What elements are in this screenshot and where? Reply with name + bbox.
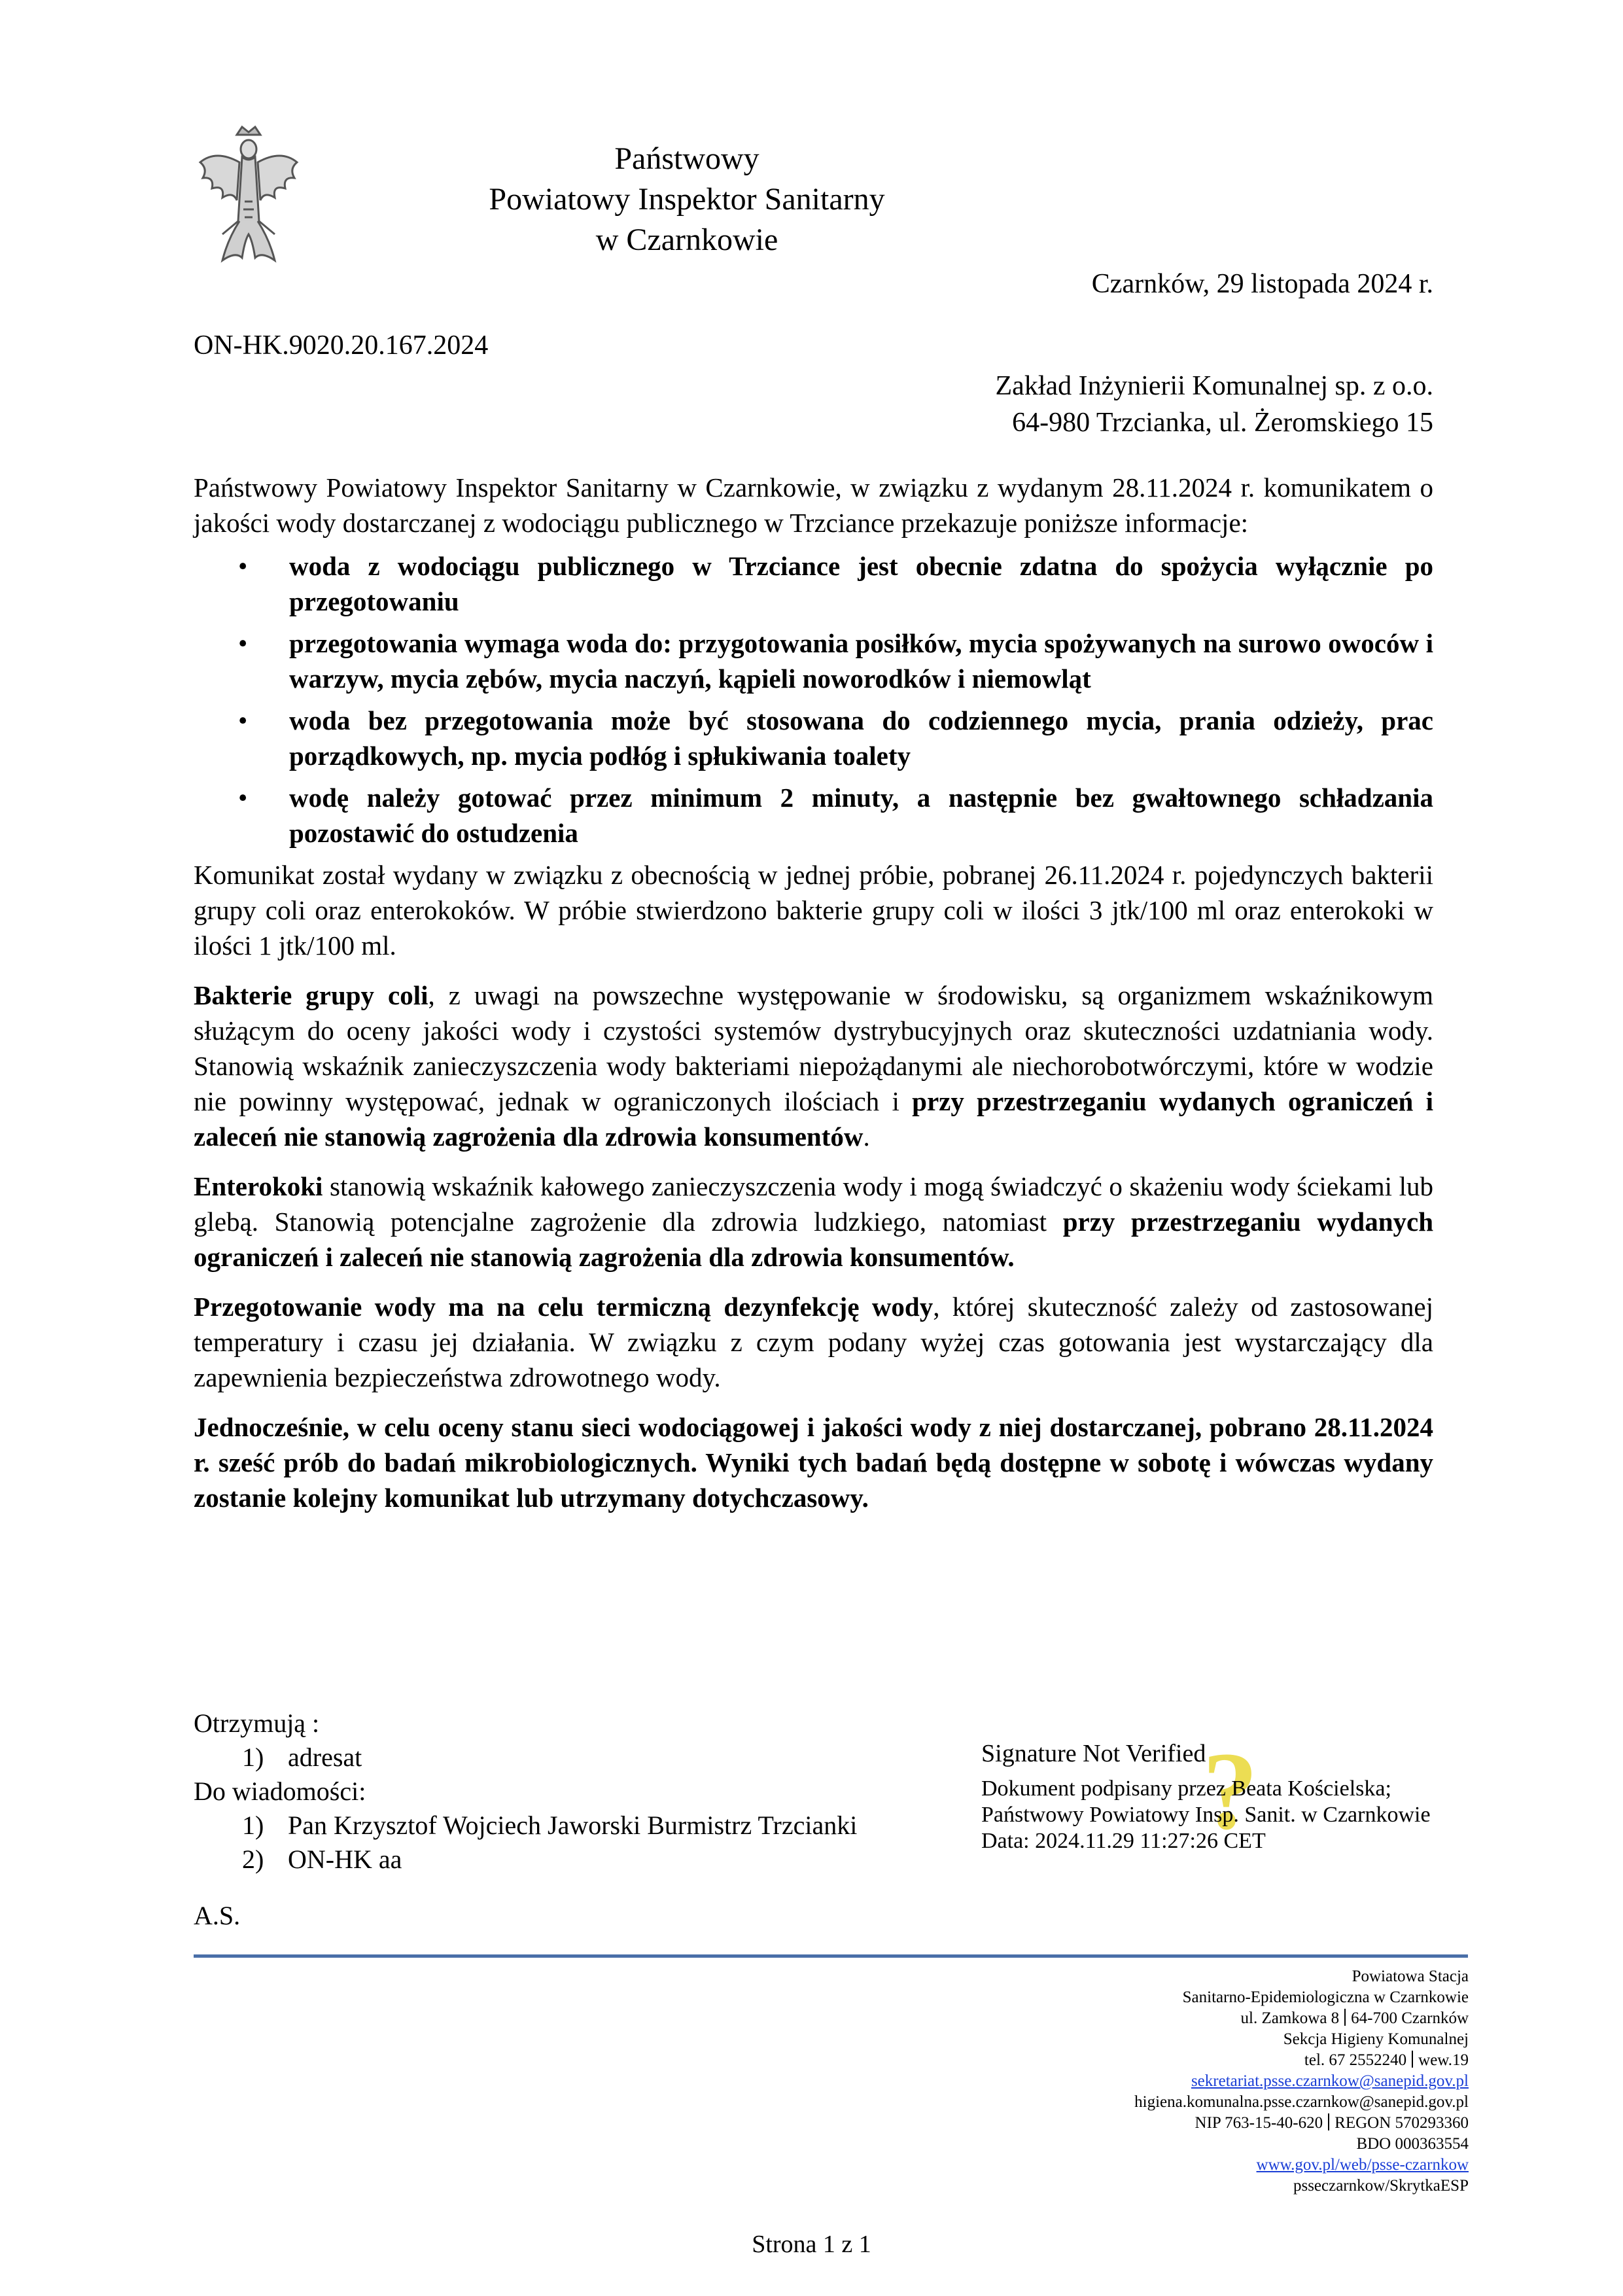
footer-line (1134, 2050, 1469, 2071)
advice-list (194, 548, 1433, 851)
footer-line: Sanitarno-Epidemiologiczna w Czarnkowie (1182, 1988, 1469, 2006)
website-link[interactable]: www.gov.pl/web/psse-czarnkow (1256, 2156, 1469, 2174)
footer-nip: NIP 763-15-40-620 (1195, 2114, 1323, 2132)
receive-label: Otrzymują : (194, 1708, 320, 1738)
coli-heading: Bakterie grupy coli (194, 980, 428, 1010)
signature-signer: Dokument podpisany przez Beata Kościelska; (981, 1776, 1391, 1801)
document-date: Czarnków, 29 listopada 2024 r. (1091, 269, 1433, 299)
footer-divider (194, 1954, 1468, 1958)
footer-phone: tel. 67 2552240 (1304, 2051, 1407, 2069)
footer-line: Powiatowa Stacja (1352, 1968, 1469, 1985)
followup-text: Jednocześnie, w celu oceny stanu sieci wodociągowej i jakości wody z niej dostarczanej, pobrano 28.11.2024 r. sześć prób do badań mikrobiologicznych. Wyniki tych badań będą dostępne w sobotę i wówczas wydany zostanie kolejny komunikat lub utrzymany dotychczasowy. (194, 1412, 1433, 1513)
footer-street: ul. Zamkowa 8 (1240, 2009, 1340, 2027)
recipient-address (996, 368, 1433, 441)
email-link[interactable]: sekretariat.psse.czarnkow@sanepid.gov.pl (1191, 2072, 1469, 2090)
signature-status: Signature Not Verified (981, 1740, 1206, 1767)
footer-line (1134, 2113, 1469, 2134)
footer-line: Sekcja Higieny Komunalnej (1283, 2030, 1469, 2048)
enterococci-conclusion: przy przestrzeganiu wydanych ograniczeń i zaleceń nie stanowią zagrożenia dla zdrowia konsumentów. (194, 1207, 1433, 1272)
footer-contact (1134, 1966, 1469, 2197)
issuer-title-line: Państwowy (614, 141, 759, 176)
bullet-icon: • (238, 783, 248, 813)
item-text: adresat (288, 1742, 362, 1772)
info-label: Do wiadomości: (194, 1776, 366, 1806)
list-item-text: wodę należy gotować przez minimum 2 minuty, a następnie bez gwałtownego schładzania pozostawić do ostudzenia (289, 783, 1433, 848)
bullet-icon: • (238, 551, 248, 581)
coli-conclusion: przy przestrzeganiu wydanych ograniczeń i zaleceń nie stanowią zagrożenia dla zdrowia konsumentów (194, 1086, 1433, 1152)
coli-end: . (863, 1122, 870, 1152)
bullet-icon: • (238, 705, 248, 735)
bullet-icon: • (238, 628, 248, 658)
eagle-emblem-icon (196, 123, 301, 280)
separator (1328, 2113, 1329, 2130)
enterococci-paragraph (194, 1169, 1433, 1275)
item-number: 1) (242, 1810, 264, 1840)
coli-text: , z uwagi na powszechne występowanie w środowisku, są organizmem wskaźnikowym służącym do oceny jakości wody i czystości systemów dystrybucyjnych oraz skuteczności uzdatniania wody. Stanowią wskaźnik zanieczyszczenia wody bakteriami niepożądanymi ale niechorobotwórczymi, które w wodzie nie powinny występować, jednak w ograniczonych ilościach i (194, 980, 1433, 1116)
sample-paragraph: Komunikat został wydany w związku z obecnością w jednej próbie, pobranej 26.11.2024 r. pojedynczych bakterii grupy coli oraz enterokoków. W próbie stwierdzono bakterie grupy coli w ilości 3 jtk/100 ml oraz enterokoki w ilości 1 jtk/100 ml. (194, 860, 1433, 961)
item-text: Pan Krzysztof Wojciech Jaworski Burmistrz Trzcianki (288, 1810, 858, 1840)
enterococci-text: stanowią wskaźnik kałowego zanieczyszczenia wody i mogą świadczyć o skażeniu wody ściekami lub glebą. Stanowią potencjalne zagrożenie dla zdrowia ludzkiego, natomiast (194, 1171, 1433, 1237)
author-initials: A.S. (194, 1901, 241, 1930)
footer-extension: wew.19 (1418, 2051, 1469, 2069)
separator (1412, 2051, 1413, 2068)
footer-line (1134, 2008, 1469, 2029)
recipient-line: 64-980 Trzcianka, ul. Żeromskiego 15 (1012, 408, 1433, 438)
letter-body (194, 470, 1433, 1515)
boiling-heading: Przegotowanie wody ma na celu termiczną dezynfekcję wody (194, 1292, 934, 1322)
issuer-title-line: Powiatowy Inspektor Sanitarny (489, 182, 885, 217)
footer-postcode: 64-700 Czarnków (1351, 2009, 1469, 2027)
list-item (238, 703, 1433, 773)
item-text: ON-HK aa (288, 1845, 402, 1874)
footer-email: higiena.komunalna.psse.czarnkow@sanepid.gov.pl (1134, 2093, 1469, 2111)
list-item (238, 780, 1433, 851)
separator (1344, 2009, 1346, 2026)
list-item-text: woda z wodociągu publicznego w Trzciance jest obecnie zdatna do spożycia wyłącznie po przegotowaniu (289, 551, 1433, 616)
footer-line: psseczarnkow/SkrytkaESP (1293, 2177, 1469, 2195)
list-item (238, 626, 1433, 696)
reference-number: ON-HK.9020.20.167.2024 (194, 330, 489, 361)
intro-paragraph: Państwowy Powiatowy Inspektor Sanitarny w Czarnkowie, w związku z wydanym 28.11.2024 r. komunikatem o jakości wody dostarczanej z wodociągu publicznego w Trzciance przekazuje poniższe informacje: (194, 472, 1433, 538)
page-number: Strona 1 z 1 (752, 2231, 871, 2258)
footer-regon: REGON 570293360 (1335, 2114, 1469, 2132)
issuer-title (425, 139, 949, 260)
signature-date: Data: 2024.11.29 11:27:26 CET (981, 1829, 1266, 1853)
enterococci-heading: Enterokoki (194, 1171, 323, 1201)
question-mark-icon: ? (1202, 1729, 1258, 1852)
list-item (194, 1843, 857, 1877)
list-item (194, 1809, 857, 1843)
item-number: 2) (242, 1845, 264, 1874)
list-item (238, 548, 1433, 619)
list-item-text: przegotowania wymaga woda do: przygotowania posiłków, mycia spożywanych na surowo owoców i warzyw, mycia zębów, mycia naczyń, kąpieli noworodków i niemowląt (289, 628, 1433, 694)
item-number: 1) (242, 1742, 264, 1772)
boiling-paragraph (194, 1289, 1433, 1395)
followup-paragraph (194, 1409, 1433, 1515)
signature-office: Państwowy Powiatowy Insp. Sanit. w Czarnkowie (981, 1803, 1431, 1827)
coli-paragraph (194, 978, 1433, 1154)
list-item (194, 1740, 857, 1775)
list-item-text: woda bez przegotowania może być stosowana do codziennego mycia, prania odzieży, prac porządkowych, np. mycia podłóg i spłukiwania toalety (289, 705, 1433, 771)
signature-block (981, 1740, 1431, 1854)
distribution-list (194, 1706, 857, 1877)
footer-line: BDO 000363554 (1356, 2135, 1469, 2153)
boiling-text: , której skuteczność zależy od zastosowanej temperatury i czasu jej działania. W związku z czym podany wyżej czas gotowania jest wystarczający dla zapewnienia bezpieczeństwa zdrowotnego wody. (194, 1292, 1433, 1392)
recipient-line: Zakład Inżynierii Komunalnej sp. z o.o. (995, 371, 1433, 401)
issuer-title-line: w Czarnkowie (595, 222, 778, 257)
